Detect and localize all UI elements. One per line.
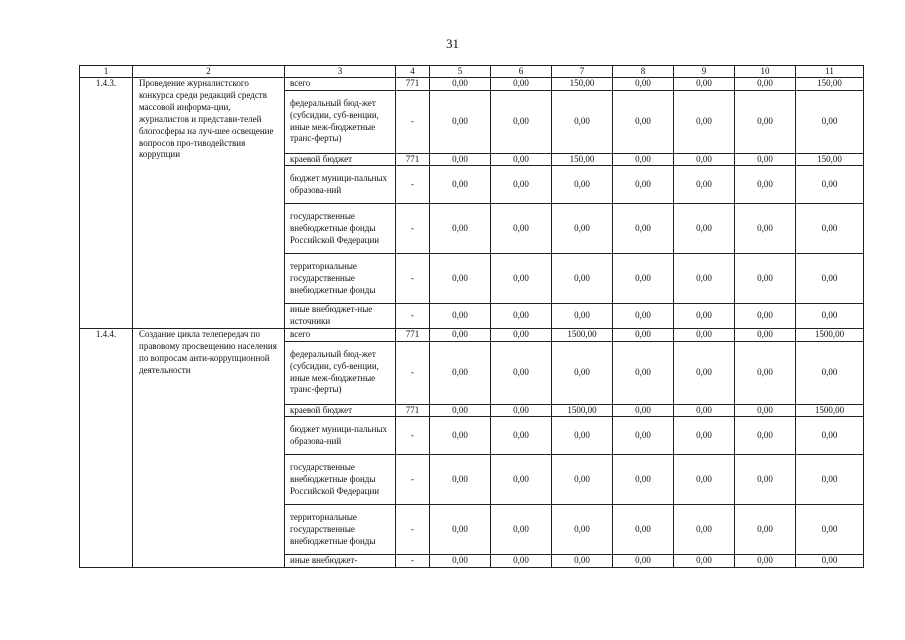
value-cell-col-10: 0,00: [735, 328, 796, 341]
column-number-2: 2: [133, 66, 285, 78]
value-cell-col-6: 0,00: [491, 166, 552, 204]
budget-table: [79, 65, 864, 568]
value-cell-col-6: 0,00: [491, 304, 552, 328]
value-cell-col-7: 0,00: [552, 304, 613, 328]
funding-source: всего: [285, 78, 396, 91]
value-cell-col-9: 0,00: [674, 417, 735, 455]
value-cell-col-9: 0,00: [674, 404, 735, 417]
value-cell-col-5: 0,00: [430, 78, 491, 91]
value-cell-col-11: 0,00: [796, 204, 864, 254]
value-cell-col-4: -: [396, 341, 430, 404]
value-cell-col-7: 150,00: [552, 153, 613, 166]
value-cell-col-5: 0,00: [430, 455, 491, 505]
funding-source: федеральный бюд-жет (субсидии, суб-венции, иные меж-бюджетные транс-ферты): [285, 90, 396, 153]
value-cell-col-9: 0,00: [674, 166, 735, 204]
value-cell-col-11: 150,00: [796, 78, 864, 91]
funding-source: иные внебюджет-ные источники: [285, 304, 396, 328]
value-cell-col-11: 0,00: [796, 455, 864, 505]
value-cell-col-10: 0,00: [735, 455, 796, 505]
value-cell-col-11: 0,00: [796, 341, 864, 404]
value-cell-col-4: 771: [396, 78, 430, 91]
value-cell-col-11: 0,00: [796, 166, 864, 204]
page-number: 31: [446, 36, 459, 51]
funding-source: федеральный бюд-жет (субсидии, суб-венции, иные меж-бюджетные транс-ферты): [285, 341, 396, 404]
value-cell-col-9: 0,00: [674, 341, 735, 404]
value-cell-col-10: 0,00: [735, 166, 796, 204]
value-cell-col-4: -: [396, 455, 430, 505]
value-cell-col-10: 0,00: [735, 254, 796, 304]
value-cell-col-4: -: [396, 417, 430, 455]
value-cell-col-5: 0,00: [430, 505, 491, 555]
value-cell-col-9: 0,00: [674, 455, 735, 505]
value-cell-col-7: 1500,00: [552, 404, 613, 417]
value-cell-col-7: 0,00: [552, 204, 613, 254]
value-cell-col-11: 1500,00: [796, 328, 864, 341]
value-cell-col-8: 0,00: [613, 455, 674, 505]
funding-source: государственные внебюджетные фонды Российской Федерации: [285, 455, 396, 505]
value-cell-col-6: 0,00: [491, 505, 552, 555]
value-cell-col-4: -: [396, 505, 430, 555]
value-cell-col-7: 0,00: [552, 455, 613, 505]
value-cell-col-10: 0,00: [735, 153, 796, 166]
measure-name: Создание цикла телепередач по правовому просвещению населения по вопросам анти-коррупционной деятельности: [133, 328, 285, 567]
value-cell-col-4: 771: [396, 404, 430, 417]
value-cell-col-10: 0,00: [735, 90, 796, 153]
funding-source: краевой бюджет: [285, 153, 396, 166]
value-cell-col-11: 0,00: [796, 90, 864, 153]
value-cell-col-11: 0,00: [796, 254, 864, 304]
column-number-11: 11: [796, 66, 864, 78]
value-cell-col-8: 0,00: [613, 153, 674, 166]
value-cell-col-10: 0,00: [735, 204, 796, 254]
value-cell-col-6: 0,00: [491, 555, 552, 568]
value-cell-col-6: 0,00: [491, 254, 552, 304]
value-cell-col-8: 0,00: [613, 90, 674, 153]
value-cell-col-6: 0,00: [491, 455, 552, 505]
value-cell-col-4: -: [396, 166, 430, 204]
value-cell-col-9: 0,00: [674, 153, 735, 166]
value-cell-col-4: -: [396, 204, 430, 254]
value-cell-col-9: 0,00: [674, 505, 735, 555]
column-number-7: 7: [552, 66, 613, 78]
value-cell-col-4: -: [396, 254, 430, 304]
value-cell-col-5: 0,00: [430, 166, 491, 204]
value-cell-col-9: 0,00: [674, 254, 735, 304]
value-cell-col-8: 0,00: [613, 78, 674, 91]
value-cell-col-10: 0,00: [735, 304, 796, 328]
value-cell-col-7: 150,00: [552, 78, 613, 91]
value-cell-col-10: 0,00: [735, 78, 796, 91]
column-number-9: 9: [674, 66, 735, 78]
value-cell-col-5: 0,00: [430, 304, 491, 328]
funding-source: бюджет муници-пальных образова-ний: [285, 417, 396, 455]
value-cell-col-4: 771: [396, 153, 430, 166]
value-cell-col-11: 0,00: [796, 417, 864, 455]
value-cell-col-6: 0,00: [491, 90, 552, 153]
value-cell-col-4: -: [396, 555, 430, 568]
value-cell-col-11: 0,00: [796, 505, 864, 555]
funding-source: краевой бюджет: [285, 404, 396, 417]
value-cell-col-8: 0,00: [613, 328, 674, 341]
funding-source: государственные внебюджетные фонды Российской Федерации: [285, 204, 396, 254]
column-number-1: 1: [80, 66, 133, 78]
value-cell-col-8: 0,00: [613, 166, 674, 204]
funding-source: иные внебюджет-: [285, 555, 396, 568]
value-cell-col-7: 0,00: [552, 341, 613, 404]
value-cell-col-9: 0,00: [674, 90, 735, 153]
measure-name: Проведение журналистского конкурса среди редакций средств массовой информа-ции, журналистов и представи-телей блогосферы на луч-шее освещение вопросов про-тиводействия коррупции: [133, 78, 285, 329]
value-cell-col-10: 0,00: [735, 555, 796, 568]
value-cell-col-11: 1500,00: [796, 404, 864, 417]
funding-source: бюджет муници-пальных образова-ний: [285, 166, 396, 204]
value-cell-col-4: 771: [396, 328, 430, 341]
value-cell-col-8: 0,00: [613, 304, 674, 328]
column-number-3: 3: [285, 66, 396, 78]
value-cell-col-5: 0,00: [430, 555, 491, 568]
value-cell-col-8: 0,00: [613, 555, 674, 568]
value-cell-col-10: 0,00: [735, 404, 796, 417]
value-cell-col-5: 0,00: [430, 204, 491, 254]
value-cell-col-7: 0,00: [552, 166, 613, 204]
value-cell-col-5: 0,00: [430, 417, 491, 455]
column-number-10: 10: [735, 66, 796, 78]
value-cell-col-11: 0,00: [796, 555, 864, 568]
value-cell-col-5: 0,00: [430, 328, 491, 341]
column-number-4: 4: [396, 66, 430, 78]
value-cell-col-7: 0,00: [552, 555, 613, 568]
value-cell-col-9: 0,00: [674, 304, 735, 328]
value-cell-col-4: -: [396, 90, 430, 153]
value-cell-col-7: 0,00: [552, 90, 613, 153]
value-cell-col-7: 0,00: [552, 417, 613, 455]
value-cell-col-6: 0,00: [491, 404, 552, 417]
value-cell-col-8: 0,00: [613, 204, 674, 254]
value-cell-col-8: 0,00: [613, 254, 674, 304]
value-cell-col-8: 0,00: [613, 341, 674, 404]
column-number-5: 5: [430, 66, 491, 78]
column-number-row: [80, 66, 864, 78]
value-cell-col-8: 0,00: [613, 404, 674, 417]
value-cell-col-6: 0,00: [491, 328, 552, 341]
value-cell-col-6: 0,00: [491, 204, 552, 254]
value-cell-col-8: 0,00: [613, 417, 674, 455]
column-number-8: 8: [613, 66, 674, 78]
value-cell-col-11: 0,00: [796, 304, 864, 328]
value-cell-col-11: 150,00: [796, 153, 864, 166]
value-cell-col-5: 0,00: [430, 90, 491, 153]
value-cell-col-5: 0,00: [430, 153, 491, 166]
value-cell-col-6: 0,00: [491, 78, 552, 91]
value-cell-col-9: 0,00: [674, 328, 735, 341]
table-row: [80, 78, 864, 91]
value-cell-col-9: 0,00: [674, 204, 735, 254]
funding-source: территориальные государственные внебюджетные фонды: [285, 254, 396, 304]
column-number-6: 6: [491, 66, 552, 78]
value-cell-col-5: 0,00: [430, 254, 491, 304]
measure-code: 1.4.4.: [80, 328, 133, 567]
value-cell-col-9: 0,00: [674, 78, 735, 91]
value-cell-col-9: 0,00: [674, 555, 735, 568]
value-cell-col-6: 0,00: [491, 417, 552, 455]
value-cell-col-7: 0,00: [552, 505, 613, 555]
value-cell-col-6: 0,00: [491, 153, 552, 166]
value-cell-col-7: 0,00: [552, 254, 613, 304]
value-cell-col-10: 0,00: [735, 505, 796, 555]
value-cell-col-7: 1500,00: [552, 328, 613, 341]
value-cell-col-6: 0,00: [491, 341, 552, 404]
table-row: [80, 328, 864, 341]
funding-source: всего: [285, 328, 396, 341]
measure-code: 1.4.3.: [80, 78, 133, 329]
value-cell-col-8: 0,00: [613, 505, 674, 555]
funding-source: территориальные государственные внебюджетные фонды: [285, 505, 396, 555]
value-cell-col-5: 0,00: [430, 341, 491, 404]
value-cell-col-10: 0,00: [735, 417, 796, 455]
value-cell-col-10: 0,00: [735, 341, 796, 404]
value-cell-col-5: 0,00: [430, 404, 491, 417]
value-cell-col-4: -: [396, 304, 430, 328]
